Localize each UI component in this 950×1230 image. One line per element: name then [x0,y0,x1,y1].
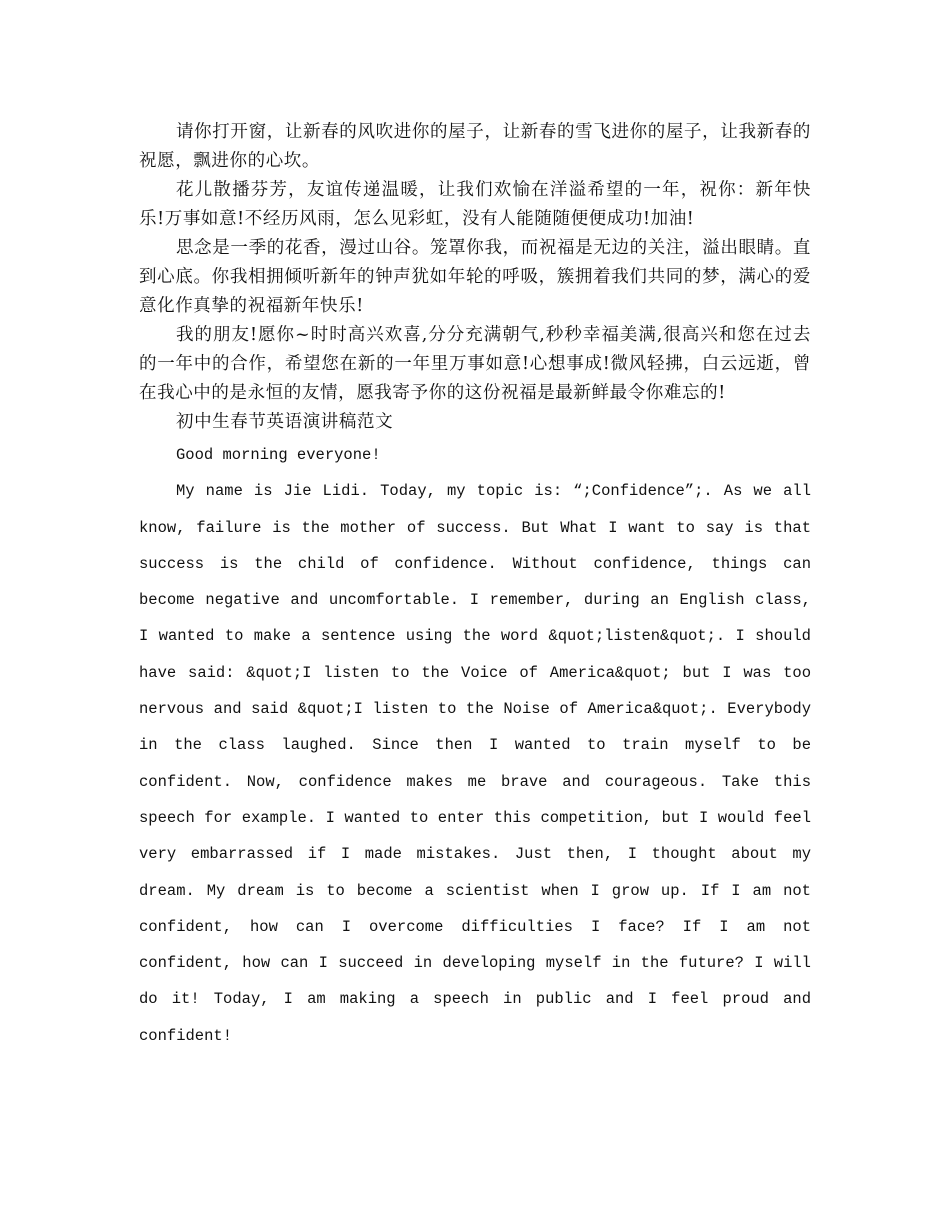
speech-greeting: Good morning everyone! [176,446,381,464]
paragraph-my-friend: 我的朋友!愿你~时时高兴欢喜,分分充满朝气,秒秒幸福美满,很高兴和您在过去的一年中的合作，希望您在新的一年里万事如意!心想事成!微风轻拂，白云远逝，曾在我心中的是永恒的友情，愿我寄予你的这份祝福是最新鲜最令你难忘的! [139,325,811,403]
paragraph-missing-season: 思念是一季的花香，漫过山谷。笼罩你我，而祝福是无边的关注，溢出眼睛。直到心底。你我相拥倾听新年的钟声犹如年轮的呼吸，簇拥着我们共同的梦，满心的爱意化作真挚的祝福新年快乐! [139,238,811,316]
paragraph-flowers-fragrance: 花儿散播芬芳，友谊传递温暖，让我们欢愉在洋溢希望的一年，祝你：新年快乐!万事如意!不经历风雨，怎么见彩虹，没有人能随随便便成功!加油! [139,180,811,229]
paragraph-open-window: 请你打开窗，让新春的风吹进你的屋子，让新春的雪飞进你的屋子，让我新春的祝愿，飘进你的心坎。 [139,122,811,171]
section-title: 初中生春节英语演讲稿范文 [176,412,394,432]
speech-body: My name is Jie Lidi. Today, my topic is: “;Confidence”;. As we all know, failure is the mother of success. But What I want to say is that success is the child of confidence. Without confidence, things can become negative and uncomfortable. I remember, during an English class, I wanted to make a sentence using the word &quot;listen&quot;. I should have said: &quot;I listen to the Voice of America&quot; but I was too nervous and said &quot;I listen to the Noise of America&quot;. Everybody in the class laughed. Since then I wanted to train myself to be confident. Now, confidence makes me brave and courageous. Take this speech for example. I wanted to enter this competition, but I would feel very embarrassed if I made mistakes. Just then, I thought about my dream. My dream is to become a scientist when I grow up. If I am not confident, how can I overcome difficulties I face? If I am not confident, how can I succeed in developing myself in the future? I will do it! Today, I am making a speech in public and I feel proud and confident! [139,482,811,1045]
document-body [139,118,811,1054]
